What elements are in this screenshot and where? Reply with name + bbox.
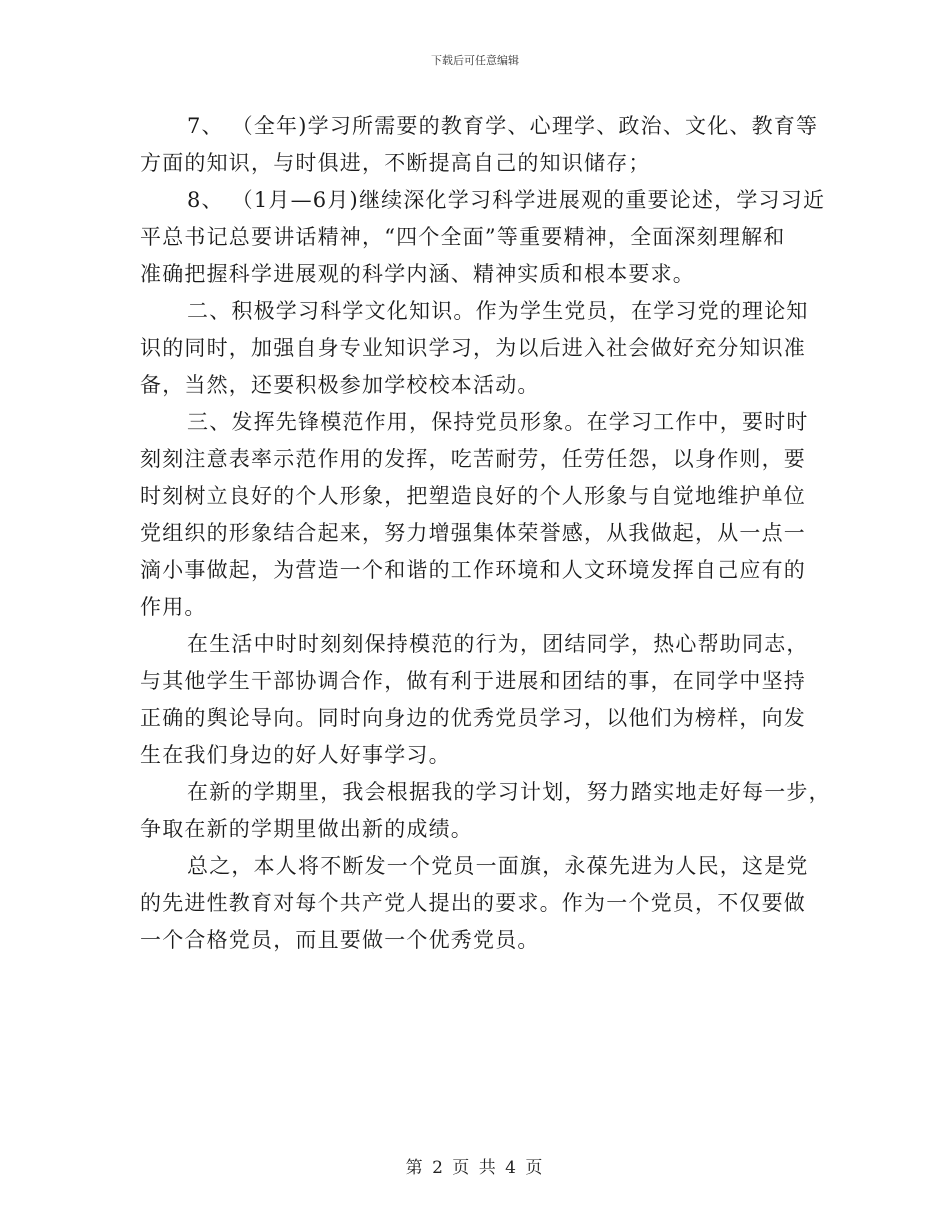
text-line: 滴小事做起，为营造一个和谐的工作环境和人文环境发挥自己应有的 [140, 558, 806, 582]
text-line: 8、 （1月—6月)继续深化学习科学进展观的重要论述，学习习近 [187, 188, 826, 212]
document-body [140, 108, 831, 959]
text-line: 准确把握科学进展观的科学内涵、精神实质和根本要求。 [140, 262, 695, 286]
text-line: 与其他学生干部协调合作，做有利于进展和团结的事，在同学中坚持 [140, 669, 806, 693]
text-line: 备，当然，还要积极参加学校校本活动。 [140, 373, 540, 397]
text-line: 的先进性教育对每个共产党人提出的要求。作为一个党员，不仅要做 [140, 891, 806, 915]
text-line: 在生活中时时刻刻保持模范的行为，团结同学，热心帮助同志， [187, 632, 809, 656]
text-line: 刻刻注意表率示范作用的发挥，吃苦耐劳，任劳任怨，以身作则，要 [140, 447, 806, 471]
text-line: 在新的学期里，我会根据我的学习计划，努力踏实地走好每一步， [187, 780, 831, 804]
text-line: 7、 （全年)学习所需要的教育学、心理学、政治、文化、教育等 [187, 114, 819, 138]
text-line: 时刻树立良好的个人形象，把塑造良好的个人形象与自觉地维护单位 [140, 484, 806, 508]
text-line: 生在我们身边的好人好事学习。 [140, 743, 451, 767]
text-line: 党组织的形象结合起来，努力增强集体荣誉感，从我做起，从一点一 [140, 521, 806, 545]
text-line: 正确的舆论导向。同时向身边的优秀党员学习，以他们为榜样，向发 [140, 706, 806, 730]
text-line: 识的同时，加强自身专业知识学习，为以后进入社会做好充分知识准 [140, 336, 806, 360]
text-line: 平总书记总要讲话精神，“四个全面”等重要精神，全面深刻理解和 [140, 225, 786, 249]
text-line: 作用。 [140, 595, 207, 619]
text-line: 总之，本人将不断发一个党员一面旗，永葆先进为人民，这是党 [187, 854, 809, 878]
text-line: 方面的知识，与时俱进，不断提高自己的知识储存； [140, 151, 651, 175]
text-line: 三、发挥先锋模范作用，保持党员形象。在学习工作中，要时时 [187, 410, 809, 434]
text-line: 争取在新的学期里做出新的成绩。 [140, 817, 473, 841]
page-header: 下载后可任意编辑 [431, 54, 519, 67]
page-footer: 第 2 页 共 4 页 [405, 1158, 545, 1178]
text-line: 二、积极学习科学文化知识。作为学生党员，在学习党的理论知 [187, 299, 809, 323]
text-line: 一个合格党员，而且要做一个优秀党员。 [140, 928, 540, 952]
